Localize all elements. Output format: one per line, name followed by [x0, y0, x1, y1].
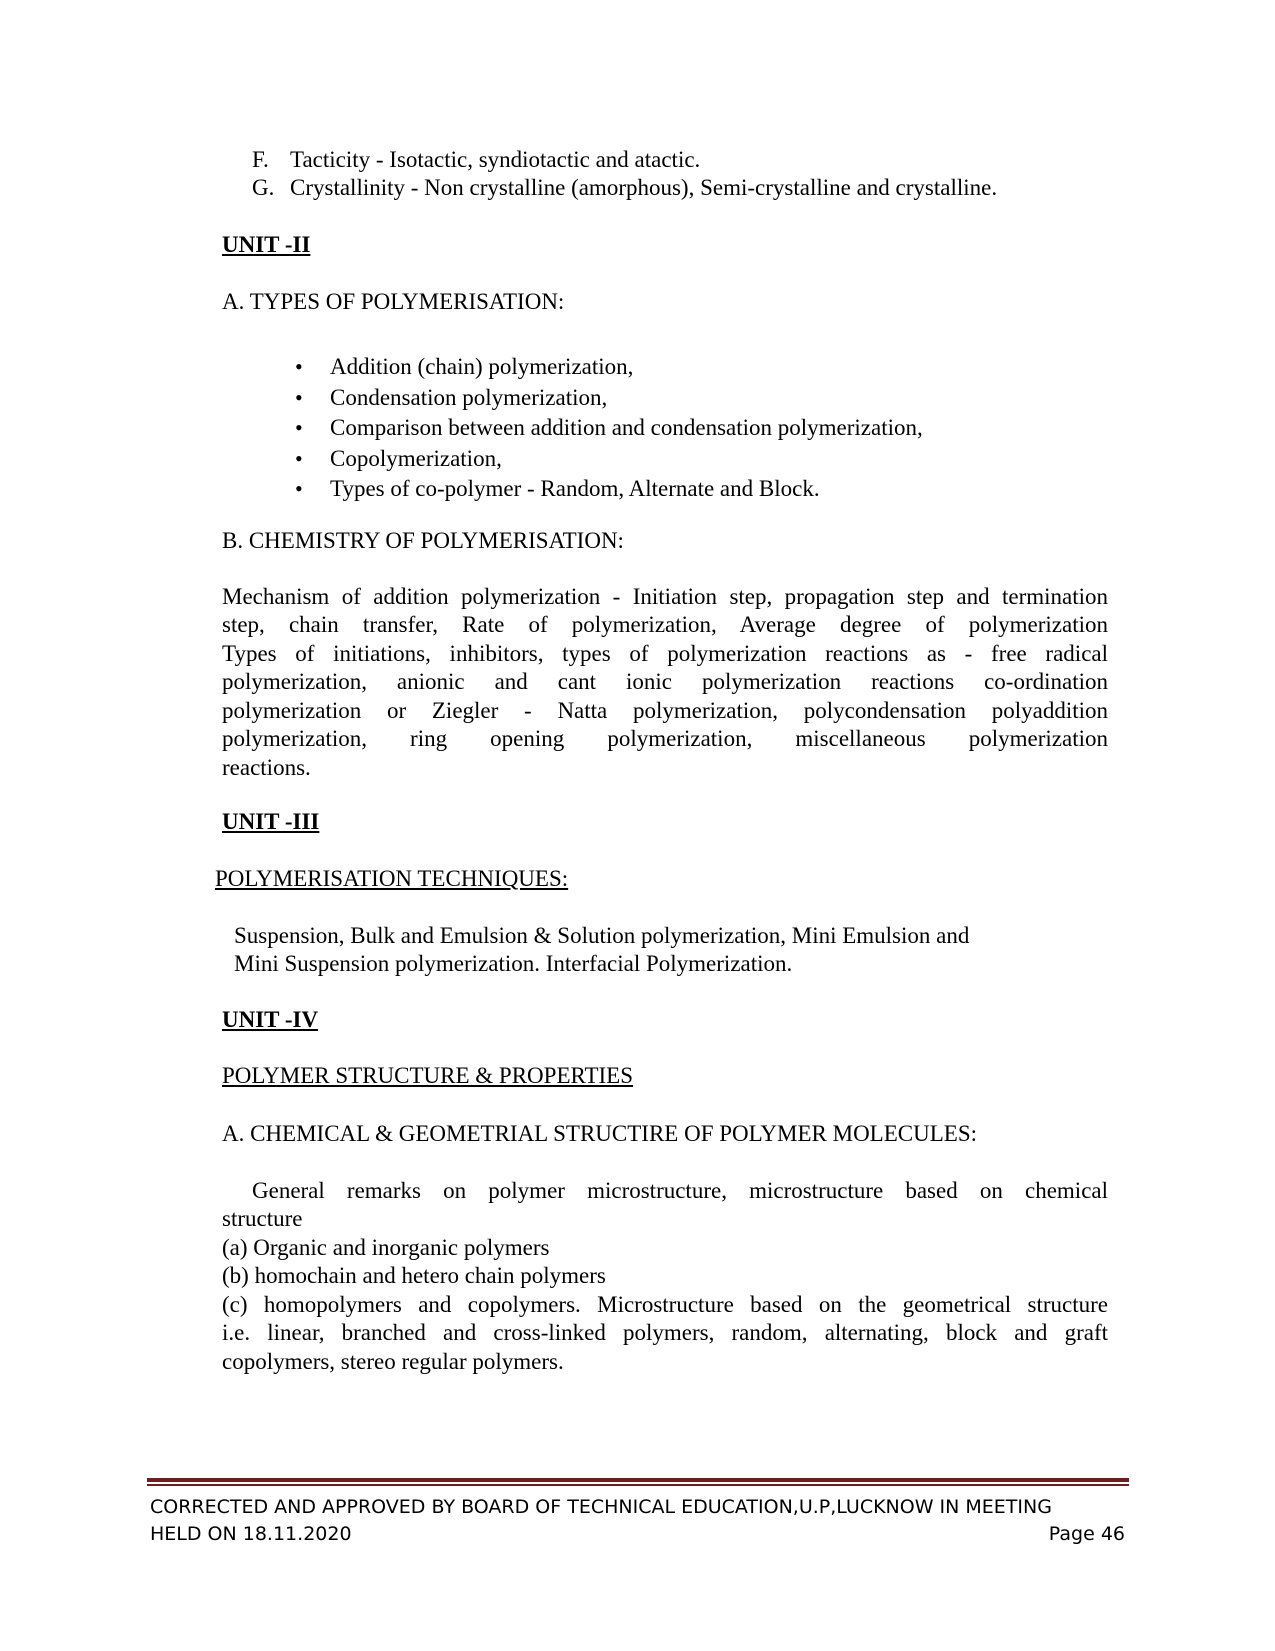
- footer-line-1: [150, 1494, 1125, 1521]
- paragraph-line: Mechanism of addition polymerization - Initiation step, propagation step and termination: [222, 584, 1108, 609]
- bullet-item: • Comparison between addition and condensation polymerization,: [295, 413, 923, 444]
- paragraph-line: polymerization, anionic and cant ionic polymerization reactions co-ordination: [222, 669, 1108, 694]
- bullet-item: • Copolymerization,: [295, 444, 923, 475]
- techniques-line: Mini Suspension polymerization. Interfacial Polymerization.: [234, 951, 793, 976]
- paragraph-line: (a) Organic and inorganic polymers: [222, 1235, 550, 1260]
- footer-line-2: [150, 1521, 1125, 1548]
- list-marker: F.: [252, 147, 269, 172]
- unit-2-section-a-title: A. TYPES OF POLYMERISATION:: [222, 289, 565, 314]
- list-item-f: [252, 146, 700, 174]
- footer-approval-text: CORRECTED AND APPROVED BY BOARD OF TECHNICAL EDUCATION,U.P,LUCKNOW IN MEETING: [150, 1496, 1052, 1518]
- unit-4-section-a-title: A. CHEMICAL & GEOMETRIAL STRUCTIRE OF POLYMER MOLECULES:: [222, 1121, 978, 1146]
- unit-4-heading: UNIT -IV: [222, 1007, 319, 1032]
- paragraph-line: structure: [222, 1206, 303, 1231]
- footer-rule-thin: [147, 1484, 1129, 1486]
- paragraph-line: (b) homochain and hetero chain polymers: [222, 1263, 606, 1288]
- bullet-item: • Types of co-polymer - Random, Alternate and Block.: [295, 474, 923, 505]
- paragraph-line: Types of initiations, inhibitors, types of polymerization reactions as - free radical: [222, 641, 1108, 666]
- paragraph-line: (c) homopolymers and copolymers. Microstructure based on the geometrical structure: [222, 1292, 1108, 1317]
- footer-date-text: HELD ON 18.11.2020: [150, 1523, 352, 1545]
- unit-2-heading: UNIT -II: [222, 232, 311, 257]
- paragraph-line: polymerization, ring opening polymerization, miscellaneous polymerization: [222, 726, 1108, 751]
- paragraph-line: i.e. linear, branched and cross-linked polymers, random, alternating, block and graft: [222, 1320, 1108, 1345]
- paragraph-line: step, chain transfer, Rate of polymerization, Average degree of polymerization: [222, 612, 1108, 637]
- page-number: Page 46: [1048, 1523, 1125, 1545]
- techniques-line: Suspension, Bulk and Emulsion & Solution polymerization, Mini Emulsion and: [234, 923, 970, 948]
- footer-rule-thick: [147, 1478, 1129, 1482]
- paragraph-line: copolymers, stereo regular polymers.: [222, 1349, 564, 1374]
- list-item-g: [252, 174, 997, 202]
- paragraph-line: General remarks on polymer microstructure, microstructure based on chemical: [252, 1178, 1108, 1203]
- unit-2-section-b-title: B. CHEMISTRY OF POLYMERISATION:: [222, 528, 624, 553]
- paragraph-line: polymerization or Ziegler - Natta polymerization, polycondensation polyaddition: [222, 698, 1108, 723]
- polymerisation-types-list: [295, 352, 923, 505]
- paragraph-line: reactions.: [222, 755, 311, 780]
- list-text: Tacticity - Isotactic, syndiotactic and atactic.: [290, 147, 701, 172]
- unit-4-title: POLYMER STRUCTURE & PROPERTIES: [222, 1063, 634, 1088]
- list-text: Crystallinity - Non crystalline (amorphous), Semi-crystalline and crystalline.: [290, 175, 998, 200]
- unit-3-title: POLYMERISATION TECHNIQUES:: [215, 866, 569, 891]
- bullet-item: • Addition (chain) polymerization,: [295, 352, 923, 383]
- unit-3-heading: UNIT -III: [222, 809, 320, 834]
- list-marker: G.: [252, 175, 275, 200]
- bullet-item: • Condensation polymerization,: [295, 383, 923, 414]
